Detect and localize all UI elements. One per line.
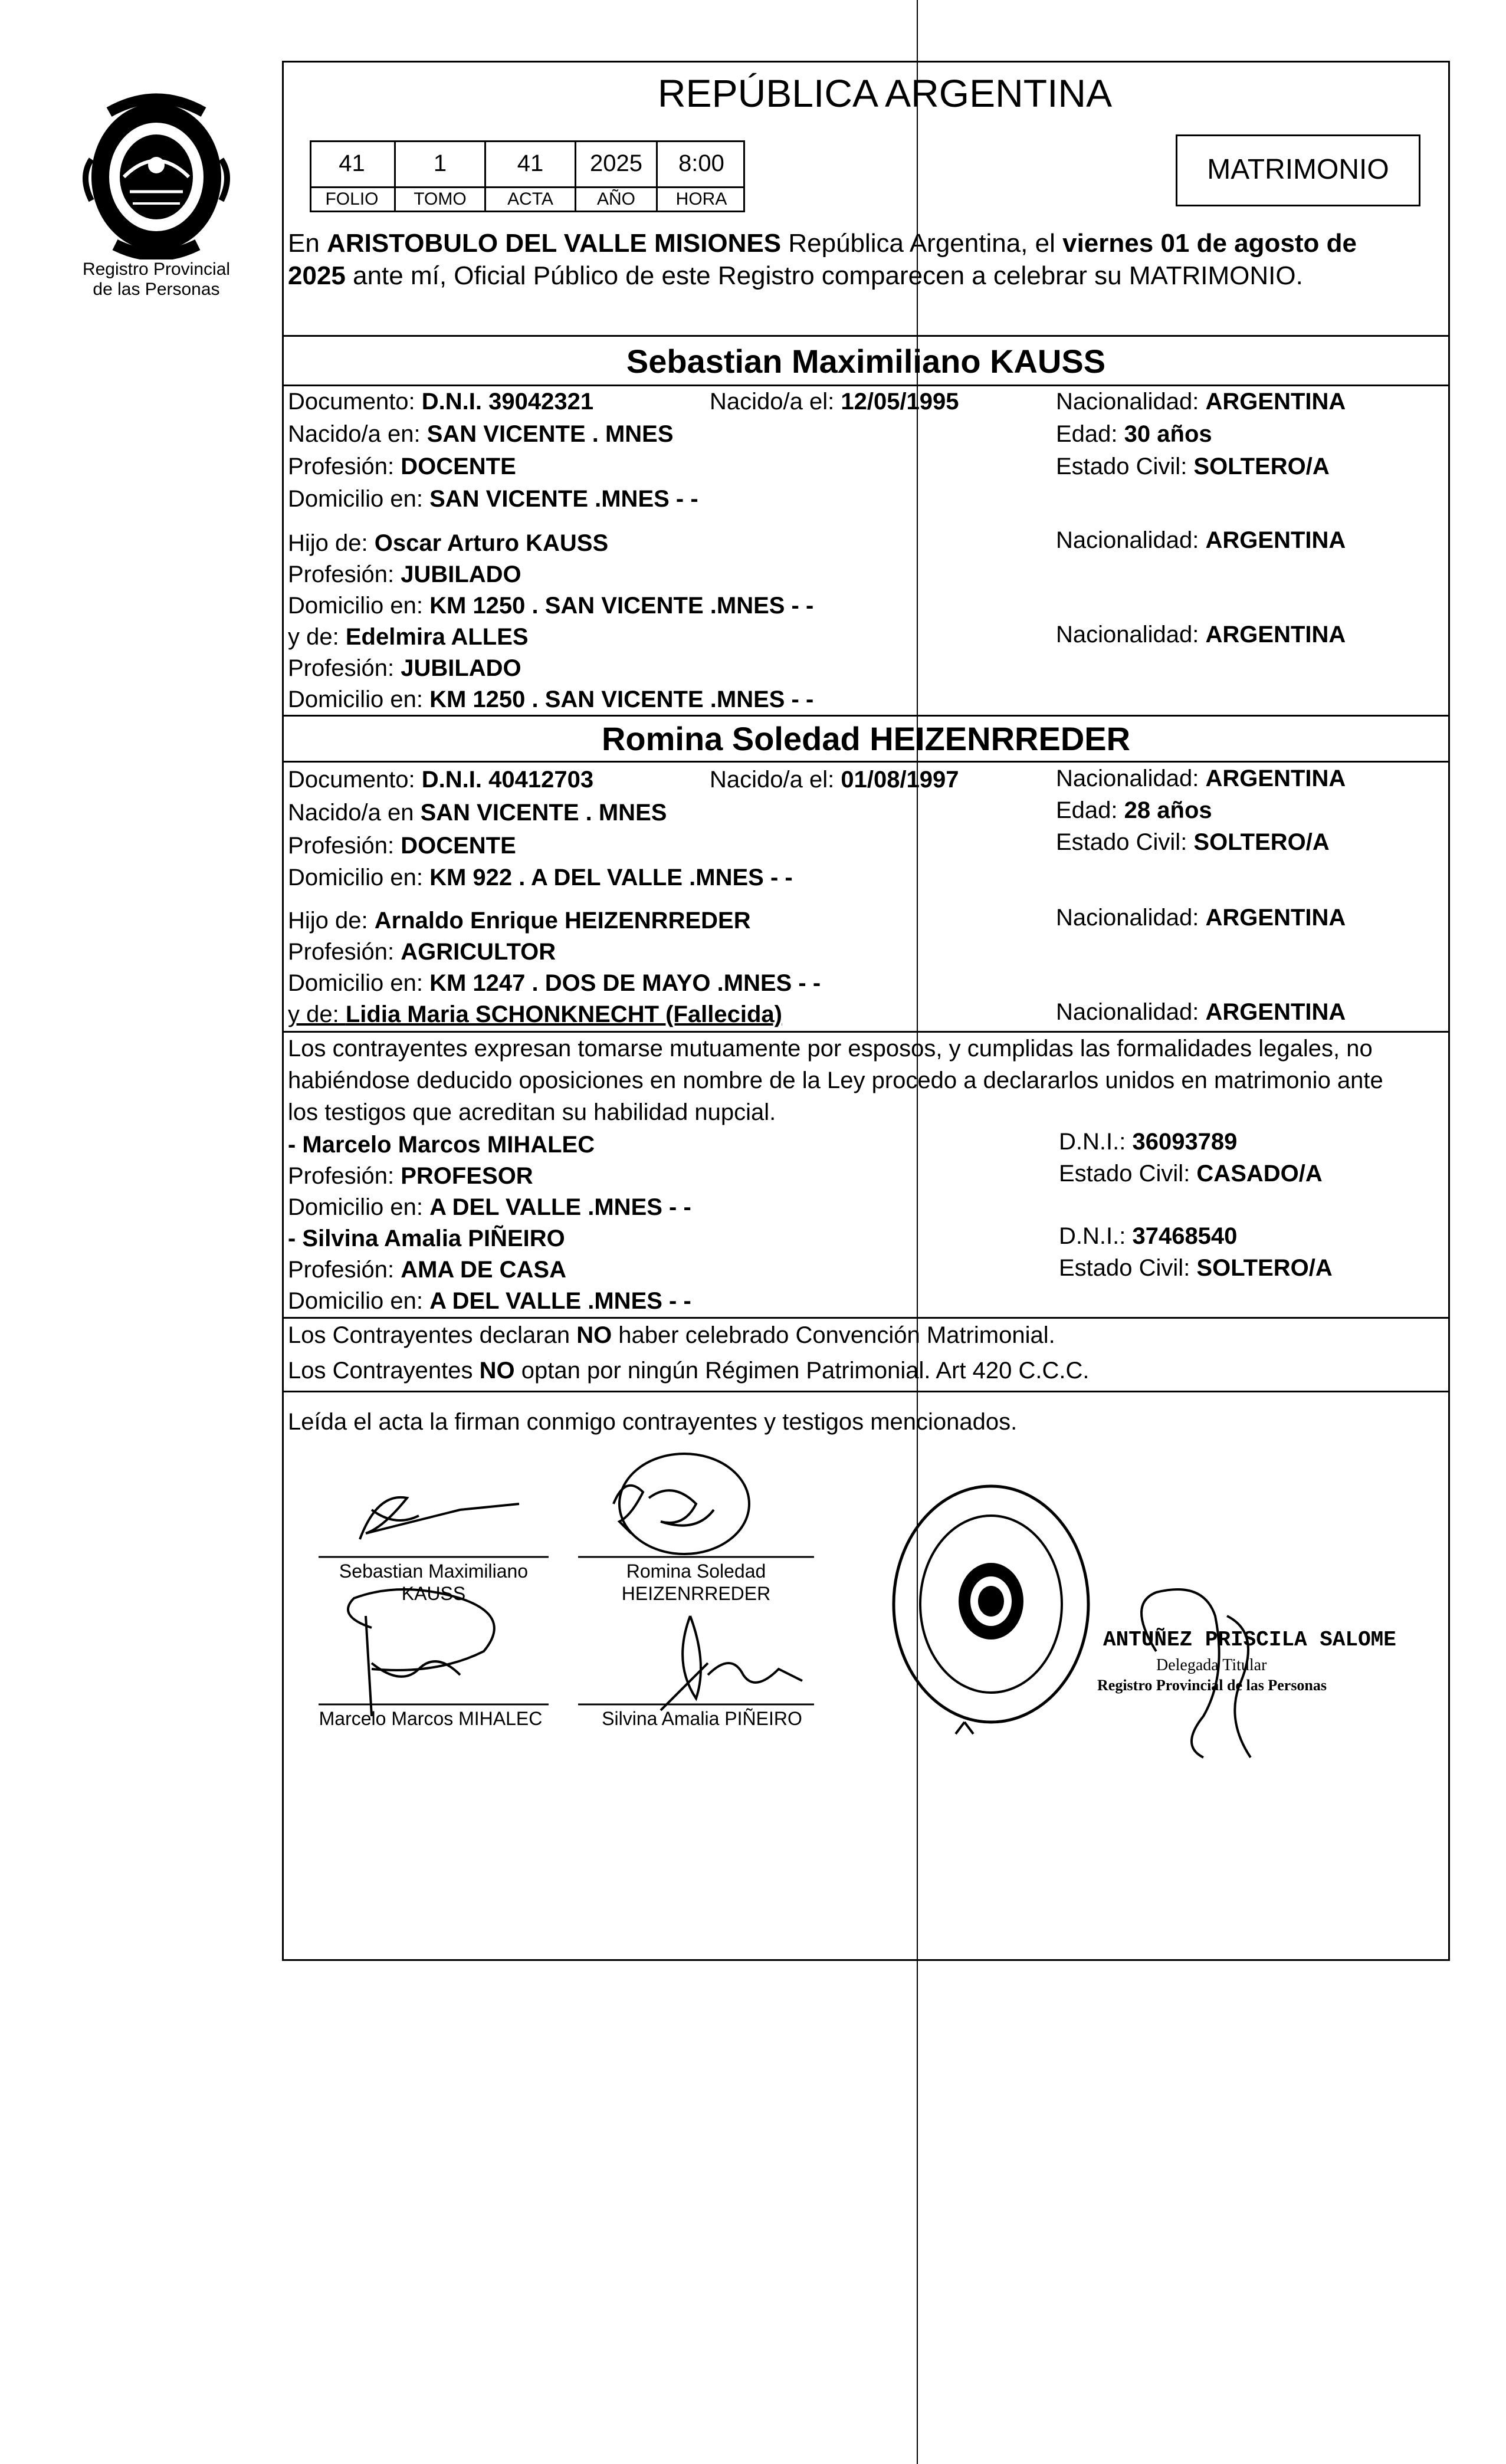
- declaration-line3: los testigos que acreditan su habilidad nupcial.: [288, 1099, 776, 1125]
- spouse1-name: Sebastian Maximiliano KAUSS: [626, 343, 1106, 380]
- witness2-name: - Silvina Amalia PIÑEIRO: [288, 1226, 565, 1251]
- intro-text-a: En: [288, 229, 327, 258]
- spouse2-profession: Profesión: DOCENTE: [288, 833, 516, 859]
- spouse2-name: Romina Soledad HEIZENRREDER: [601, 720, 1131, 757]
- signature-4-icon: [661, 1616, 802, 1710]
- official-office: Registro Provincial de las Personas: [1097, 1677, 1327, 1694]
- registry-name-line1: Registro Provincial: [82, 259, 231, 279]
- registry-logo: [74, 88, 239, 259]
- acta-value: 41: [484, 140, 575, 186]
- signature-label-1-line2: KAUSS: [401, 1583, 466, 1604]
- record-values: [310, 140, 745, 212]
- spouse1-father-nationality: Nacionalidad: ARGENTINA: [1056, 527, 1346, 553]
- spouse2-doc: Documento: D.N.I. 40412703: [288, 767, 594, 793]
- intro-date: viernes 01 de agosto de: [1062, 229, 1357, 258]
- spouse2-father-profession: Profesión: AGRICULTOR: [288, 939, 556, 965]
- witness2-civil: Estado Civil: SOLTERO/A: [1059, 1255, 1333, 1281]
- spouse1-profession: Profesión: DOCENTE: [288, 454, 516, 479]
- spouse2-civil: Estado Civil: SOLTERO/A: [1056, 829, 1330, 855]
- spouse1-born-in: Nacido/a en: SAN VICENTE . MNES: [288, 421, 674, 447]
- spouse2-address: Domicilio en: KM 922 . A DEL VALLE .MNES - -: [288, 865, 793, 891]
- spouse2-father: Hijo de: Arnaldo Enrique HEIZENRREDER: [288, 908, 751, 934]
- witness1-name: - Marcelo Marcos MIHALEC: [288, 1132, 595, 1158]
- signature-label-1: [319, 1560, 549, 1605]
- spouse1-father-address: Domicilio en: KM 1250 . SAN VICENTE .MNES - -: [288, 593, 814, 619]
- regime-line1: Los Contrayentes declaran NO haber celebrado Convención Matrimonial.: [288, 1322, 1055, 1348]
- spouse1-top-rule: [282, 335, 1450, 337]
- spouse2-born-on: Nacido/a el: 01/08/1997: [710, 767, 959, 793]
- official-role: Delegada Titular: [1156, 1656, 1267, 1674]
- spouse2-age: Edad: 28 años: [1056, 797, 1212, 823]
- witness2-dni: D.N.I.: 37468540: [1059, 1223, 1238, 1249]
- tomo-label: TOMO: [394, 186, 484, 212]
- signature-label-4: Silvina Amalia PIÑEIRO: [602, 1708, 802, 1729]
- spouse1-age: Edad: 30 años: [1056, 421, 1212, 447]
- act-type: MATRIMONIO: [1207, 154, 1389, 185]
- spouse2-father-address: Domicilio en: KM 1247 . DOS DE MAYO .MNES - -: [288, 970, 821, 996]
- spouse2-mother-nationality: Nacionalidad: ARGENTINA: [1056, 999, 1346, 1025]
- spouse2-mother: y de: Lidia Maria SCHONKNECHT (Fallecida): [288, 1001, 782, 1027]
- registry-name: [56, 259, 257, 300]
- intro-line1: [288, 227, 1357, 260]
- official-name: ANTUÑEZ PRISCILA SALOME: [1103, 1628, 1396, 1652]
- spouse1-doc: Documento: D.N.I. 39042321: [288, 389, 594, 415]
- spouse1-father-profession: Profesión: JUBILADO: [288, 561, 521, 587]
- intro-line2: [288, 259, 1303, 293]
- closing-rule: [282, 1391, 1450, 1392]
- signature-label-3: Marcelo Marcos MIHALEC: [319, 1708, 543, 1729]
- spouse1-address: Domicilio en: SAN VICENTE .MNES - -: [288, 486, 698, 512]
- signature-label-2-line2: HEIZENRREDER: [621, 1583, 771, 1604]
- spouse1-mother-profession: Profesión: JUBILADO: [288, 655, 521, 681]
- spouse1-born-on: Nacido/a el: 12/05/1995: [710, 389, 959, 415]
- witness1-dni: D.N.I.: 36093789: [1059, 1129, 1238, 1155]
- intro-place: ARISTOBULO DEL VALLE MISIONES: [327, 229, 782, 258]
- registry-stamp-icon: [885, 1474, 1097, 1746]
- declaration-line1: Los contrayentes expresan tomarse mutuamente por esposos, y cumplidas las formalidades legales, no: [288, 1036, 1373, 1062]
- spouse2-born-in: Nacido/a en SAN VICENTE . MNES: [288, 800, 667, 826]
- spouse1-nationality: Nacionalidad: ARGENTINA: [1056, 389, 1346, 415]
- intro-text-c: ante mí, Oficial Público de este Registro comparecen a celebrar su MATRIMONIO.: [345, 261, 1303, 290]
- signature-2-icon: [613, 1454, 749, 1554]
- signature-label-1-line1: Sebastian Maximiliano: [339, 1560, 529, 1582]
- declaration-line2: habiéndose deducido oposiciones en nombre de la Ley procedo a declararlos unidos en matrimonio ante: [288, 1067, 1383, 1093]
- spouse2-top-rule: [282, 715, 1450, 717]
- witness1-profession: Profesión: PROFESOR: [288, 1163, 533, 1189]
- country-title: REPÚBLICA ARGENTINA: [657, 71, 1113, 115]
- acta-label: ACTA: [484, 186, 575, 212]
- signature-1-icon: [360, 1497, 519, 1539]
- spouse1-mother-nationality: Nacionalidad: ARGENTINA: [1056, 622, 1346, 648]
- provincial-seal-icon: [74, 88, 239, 259]
- spouse1-civil: Estado Civil: SOLTERO/A: [1056, 454, 1330, 479]
- folio-label: FOLIO: [325, 189, 379, 209]
- spouse2-name-rule: [282, 761, 1450, 763]
- signature-label-2: [578, 1560, 814, 1605]
- witness1-address: Domicilio en: A DEL VALLE .MNES - -: [288, 1194, 691, 1220]
- signature-label-2-line1: Romina Soledad: [626, 1560, 766, 1582]
- spouse2-nationality: Nacionalidad: ARGENTINA: [1056, 766, 1346, 791]
- intro-year: 2025: [288, 261, 346, 290]
- spouse2-father-nationality: Nacionalidad: ARGENTINA: [1056, 905, 1346, 931]
- regime-line2: Los Contrayentes NO optan por ningún Régimen Patrimonial. Art 420 C.C.C.: [288, 1358, 1090, 1384]
- intro-text-b: República Argentina, el: [781, 229, 1063, 258]
- witness1-civil: Estado Civil: CASADO/A: [1059, 1161, 1323, 1187]
- hour-label: HORA: [656, 186, 745, 212]
- registry-name-line2: de las Personas: [93, 280, 220, 299]
- folio-value: 41: [339, 150, 365, 176]
- declaration-rule: [282, 1031, 1450, 1033]
- witness2-address: Domicilio en: A DEL VALLE .MNES - -: [288, 1288, 691, 1314]
- closing-text: Leída el acta la firman conmigo contrayentes y testigos mencionados.: [288, 1409, 1018, 1435]
- hour-value: 8:00: [656, 140, 745, 186]
- signature-3-icon: [348, 1589, 494, 1716]
- year-value: 2025: [575, 140, 656, 186]
- spouse1-mother: y de: Edelmira ALLES: [288, 624, 529, 650]
- spouse1-father: Hijo de: Oscar Arturo KAUSS: [288, 530, 609, 556]
- signature-scribbles: [283, 1439, 1392, 1793]
- frame-bottom-rule: [282, 1959, 1450, 1961]
- witness2-profession: Profesión: AMA DE CASA: [288, 1257, 566, 1283]
- regime-rule: [282, 1317, 1450, 1319]
- year-label: AÑO: [575, 186, 656, 212]
- tomo-value: 1: [394, 140, 484, 186]
- spouse1-mother-address: Domicilio en: KM 1250 . SAN VICENTE .MNES - -: [288, 686, 814, 712]
